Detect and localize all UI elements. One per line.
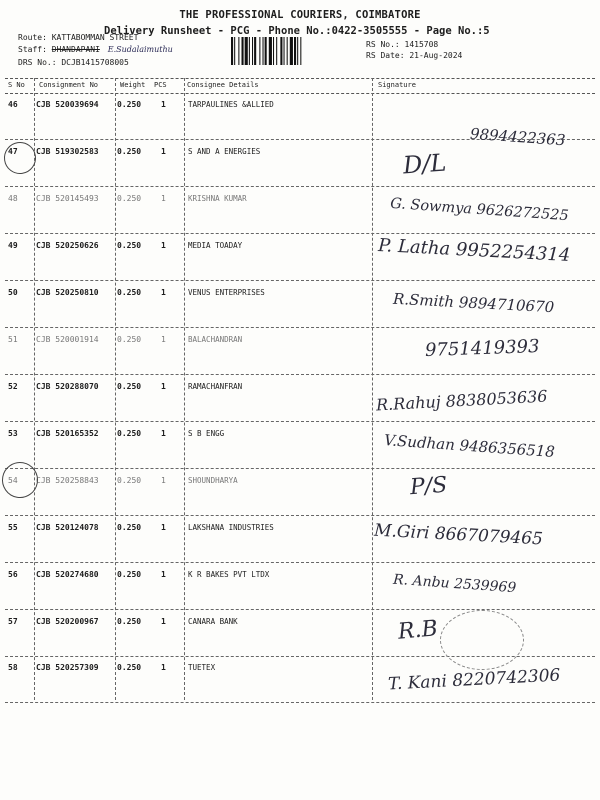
row-pcs: 1 xyxy=(161,523,166,532)
row-weight: 0.250 xyxy=(117,288,142,297)
signature-47: D/L xyxy=(402,148,448,180)
row-sno: 52 xyxy=(8,382,18,391)
route-label: Route: KATTABOMMAN STREET xyxy=(18,33,139,42)
row-pcs: 1 xyxy=(161,382,166,391)
runsheet-title: Delivery Runsheet - PCG - Phone No.:0422-3505555 - Page No.:5 xyxy=(104,25,490,37)
row-sno: 48 xyxy=(8,194,18,203)
row-pcs: 1 xyxy=(161,617,166,626)
row-sno: 50 xyxy=(8,288,18,297)
row-sno: 46 xyxy=(8,100,18,109)
row-consignment: CJB 520001914 xyxy=(36,335,99,344)
row-consignment: CJB 520288070 xyxy=(36,382,99,391)
row-weight: 0.250 xyxy=(117,147,142,156)
row-consignment: CJB 520274680 xyxy=(36,570,99,579)
row-consignment: CJB 520145493 xyxy=(36,194,99,203)
signature-57: R.B xyxy=(396,616,439,645)
row-pcs: 1 xyxy=(161,147,166,156)
row-consignee: TARPAULINES &ALLIED xyxy=(188,100,274,109)
row-consignee: MEDIA TOADAY xyxy=(188,241,243,250)
row-consignee: KRISHNA KUMAR xyxy=(188,194,247,203)
row-sno: 51 xyxy=(8,335,18,344)
row-consignment: CJB 520124078 xyxy=(36,523,99,532)
row-weight: 0.250 xyxy=(117,429,142,438)
row-sno: 47 xyxy=(8,147,18,156)
row-sno: 57 xyxy=(8,617,18,626)
row-consignee: VENUS ENTERPRISES xyxy=(188,288,265,297)
signature-54: P/S xyxy=(409,472,449,501)
row-weight: 0.250 xyxy=(117,476,142,485)
col-consignee: Consignee Details xyxy=(187,81,259,89)
row-consignee: RAMACHANFRAN xyxy=(188,382,243,391)
row-weight: 0.250 xyxy=(117,100,142,109)
row-pcs: 1 xyxy=(161,288,166,297)
row-pcs: 1 xyxy=(161,241,166,250)
row-pcs: 1 xyxy=(161,335,166,344)
col-weight: Weight xyxy=(120,81,146,89)
row-sno: 58 xyxy=(8,663,18,672)
col-signature: Signature xyxy=(378,81,416,89)
row-weight: 0.250 xyxy=(117,570,142,579)
row-consignment: CJB 520250626 xyxy=(36,241,99,250)
row-consignee: LAKSHANA INDUSTRIES xyxy=(188,523,274,532)
row-consignee: SHOUNDHARYA xyxy=(188,476,238,485)
row-consignment: CJB 520258843 xyxy=(36,476,99,485)
row-consignment: CJB 520200967 xyxy=(36,617,99,626)
row-weight: 0.250 xyxy=(117,335,142,344)
row-weight: 0.250 xyxy=(117,382,142,391)
row-sno: 49 xyxy=(8,241,18,250)
row-consignee: S B ENGG xyxy=(188,429,225,438)
row-pcs: 1 xyxy=(161,570,166,579)
row-consignee: K R BAKES PVT LTDX xyxy=(188,570,270,579)
row-consignment: CJB 520039694 xyxy=(36,100,99,109)
row-sno: 53 xyxy=(8,429,18,438)
table-row xyxy=(5,468,595,516)
row-consignee: S AND A ENERGIES xyxy=(188,147,261,156)
row-weight: 0.250 xyxy=(117,523,142,532)
col-pcs: PCS xyxy=(154,81,167,89)
row-consignment: CJB 520165352 xyxy=(36,429,99,438)
staff-label: Staff: xyxy=(18,45,47,54)
signature-52: R.Rahuj 8838053636 xyxy=(375,386,548,415)
signature-55: M.Giri 8667079465 xyxy=(373,520,544,550)
drs-number: DRS No.: DCJB1415708005 xyxy=(18,58,129,67)
row-consignment: CJB 519302583 xyxy=(36,147,99,156)
row-pcs: 1 xyxy=(161,100,166,109)
table-row xyxy=(5,139,595,187)
row-weight: 0.250 xyxy=(117,194,142,203)
col-consignment: Consignment No xyxy=(39,81,99,89)
signature-56: R. Anbu 2539969 xyxy=(392,571,517,597)
company-title: THE PROFESSIONAL COURIERS, COIMBATORE xyxy=(179,9,421,21)
signature-53: V.Sudhan 9486356518 xyxy=(383,431,556,461)
company-stamp xyxy=(440,610,524,670)
staff-handwritten-name: E.Sudalaimuthu xyxy=(107,45,173,54)
row-consignee: CANARA BANK xyxy=(188,617,238,626)
row-consignment: CJB 520250810 xyxy=(36,288,99,297)
barcode xyxy=(231,37,351,65)
row-sno: 54 xyxy=(8,476,18,485)
row-consignee: BALACHANDRAN xyxy=(188,335,243,344)
rs-date: RS Date: 21-Aug-2024 xyxy=(366,51,463,60)
signature-46: 9894422363 xyxy=(469,124,566,150)
row-pcs: 1 xyxy=(161,663,166,672)
row-consignee: TUETEX xyxy=(188,663,216,672)
row-pcs: 1 xyxy=(161,476,166,485)
signature-49: P. Latha 9952254314 xyxy=(377,234,571,267)
row-pcs: 1 xyxy=(161,194,166,203)
row-weight: 0.250 xyxy=(117,241,142,250)
signature-51: 9751419393 xyxy=(424,336,540,361)
row-sno: 56 xyxy=(8,570,18,579)
row-sno: 55 xyxy=(8,523,18,532)
rs-number: RS No.: 1415708 xyxy=(366,40,439,49)
signature-58: T. Kani 8220742306 xyxy=(387,665,561,695)
staff-line xyxy=(18,45,173,54)
row-pcs: 1 xyxy=(161,429,166,438)
signature-48: G. Sowmya 9626272525 xyxy=(389,195,570,225)
row-weight: 0.250 xyxy=(117,617,142,626)
row-weight: 0.250 xyxy=(117,663,142,672)
signature-50: R.Smith 9894710670 xyxy=(392,289,555,317)
col-sno: S No xyxy=(8,81,25,89)
row-consignment: CJB 520257309 xyxy=(36,663,99,672)
staff-struck-name: DHANDAPANI xyxy=(51,45,100,54)
